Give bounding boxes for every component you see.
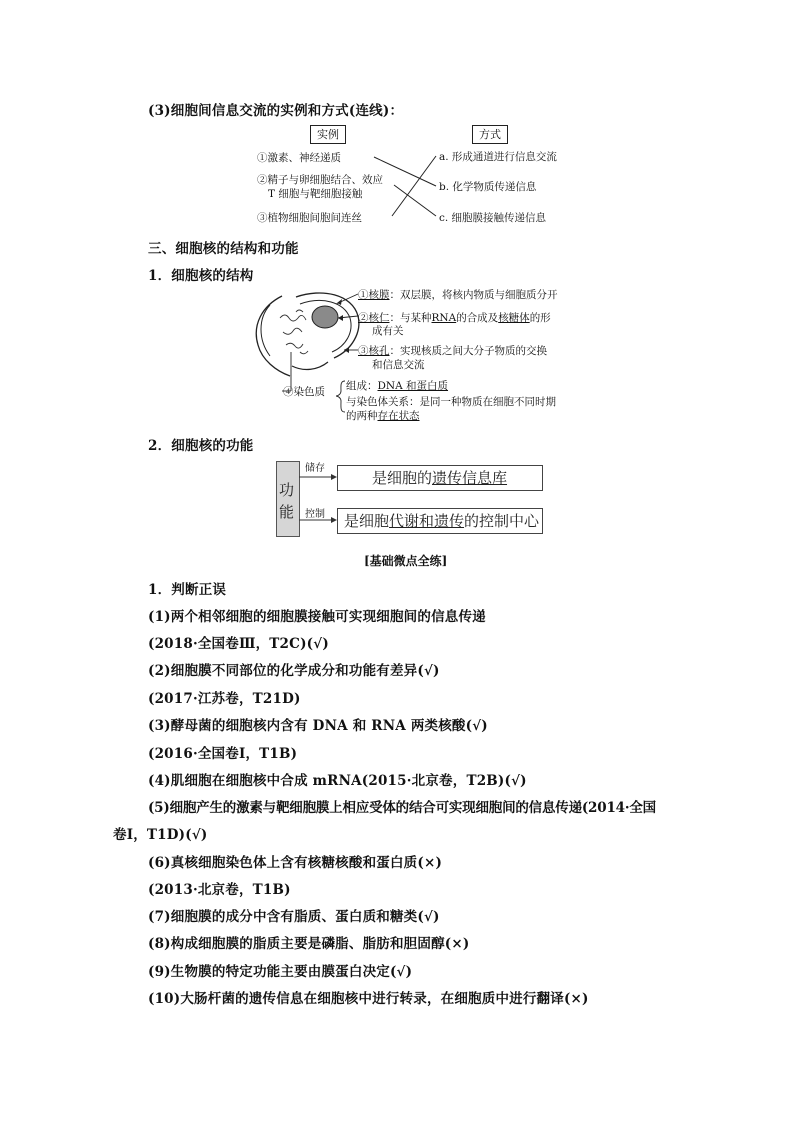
pore-label: ③核孔 (358, 345, 390, 357)
function-label: 功能 (279, 481, 295, 521)
example-1: ①激素、神经递质 (257, 152, 341, 164)
example-2-line2: T 细胞与靶细胞接触 (268, 188, 363, 200)
box2-c: 的控制中心 (464, 512, 540, 530)
nucleolus-desc-b: 的合成及 (456, 312, 499, 324)
pore-desc-a: ：实现核质之间大分子物质的交换 (389, 345, 547, 357)
box2-a: 是细胞 (344, 512, 390, 530)
pore-desc-b: 和信息交流 (372, 359, 425, 371)
item-1: (1)两个相邻细胞的细胞膜接触可实现细胞间的信息传递 (148, 609, 486, 625)
arrow1-label: 储存 (305, 463, 325, 474)
item-9: (9)生物膜的特定功能主要由膜蛋白决定(√) (148, 964, 413, 980)
item-6-source: (2013·北京卷，T1B) (148, 882, 291, 898)
item-1-source: (2018·全国卷Ⅲ，T2C)(√) (148, 636, 329, 652)
item-4: (4)肌细胞在细胞核中合成 mRNA(2015·北京卷，T2B)(√) (148, 773, 527, 789)
function-box-control (337, 508, 543, 534)
method-b: b. 化学物质传递信息 (439, 181, 537, 193)
nucleolus-rna: RNA (431, 312, 457, 324)
item-5-cont: 卷Ⅰ，T1D)(√) (113, 827, 208, 843)
item-10: (10)大肠杆菌的遗传信息在细胞核中进行转录，在细胞质中进行翻译(×) (148, 991, 589, 1007)
function-arrows (0, 0, 794, 540)
item-6: (6)真核细胞染色体上含有核糖核酸和蛋白质(×) (148, 855, 443, 871)
chromatin-label: ④染色质 (283, 386, 325, 398)
method-a: a. 形成通道进行信息交流 (439, 151, 557, 163)
comp-a: 组成： (346, 380, 378, 392)
function-box-storage (337, 465, 543, 491)
envelope-desc: ：双层膜，将核内物质与细胞质分开 (389, 289, 558, 301)
nucleolus-desc-d: 成有关 (372, 325, 404, 337)
item-5: (5)细胞产生的激素与靶细胞膜上相应受体的结合可实现细胞间的信息传递(2014·全国 (148, 800, 656, 816)
item-8: (8)构成细胞膜的脂质主要是磷脂、脂肪和胆固醇(×) (148, 936, 470, 952)
rel-c: 存在状态 (377, 410, 420, 422)
envelope-label: ①核膜 (358, 289, 390, 301)
item-3-source: (2016·全国卷Ⅰ，T1B) (148, 746, 298, 762)
nucleolus-desc-a: ：与某种 (389, 312, 432, 324)
box2-b: 代谢和遗传 (389, 512, 465, 530)
example-2-line1: ②精子与卵细胞结合、效应 (257, 174, 383, 186)
nucleolus-label: ②核仁 (358, 312, 390, 324)
chromatin-relation: 与染色体关系：是同一种物质在细胞不同时期 (346, 396, 556, 408)
item-3: (3)酵母菌的细胞核内含有 DNA 和 RNA 两类核酸(√) (148, 718, 488, 734)
nucleolus-desc-c: 的形 (529, 312, 551, 324)
item-7: (7)细胞膜的成分中含有脂质、蛋白质和糖类(√) (148, 909, 440, 925)
box1-b: 遗传信息库 (432, 469, 508, 487)
item-2-source: (2017·江苏卷，T21D) (148, 691, 301, 707)
methods-header: 方式 (472, 125, 508, 144)
section3-heading: (3)细胞间信息交流的实例和方式(连线)： (148, 103, 404, 119)
arrow2-label: 控制 (305, 509, 325, 520)
nucleolus-ribosome: 核糖体 (498, 312, 530, 324)
comp-b: DNA 和蛋白质 (377, 380, 449, 392)
method-c: c. 细胞膜接触传递信息 (439, 212, 547, 224)
examples-header: 实例 (310, 125, 346, 144)
rel-b: 的两种 (346, 410, 378, 422)
function-title: 2．细胞核的功能 (148, 438, 254, 454)
box1-a: 是细胞的 (372, 469, 433, 487)
structure-title: 1．细胞核的结构 (148, 268, 254, 284)
practice-title: [基础微点全练] (364, 554, 448, 568)
example-3: ③植物细胞间胞间连丝 (257, 212, 362, 224)
judge-title: 1．判断正误 (148, 582, 227, 598)
part3-title: 三、细胞核的结构和功能 (148, 241, 299, 257)
item-2: (2)细胞膜不同部位的化学成分和功能有差异(√) (148, 663, 440, 679)
